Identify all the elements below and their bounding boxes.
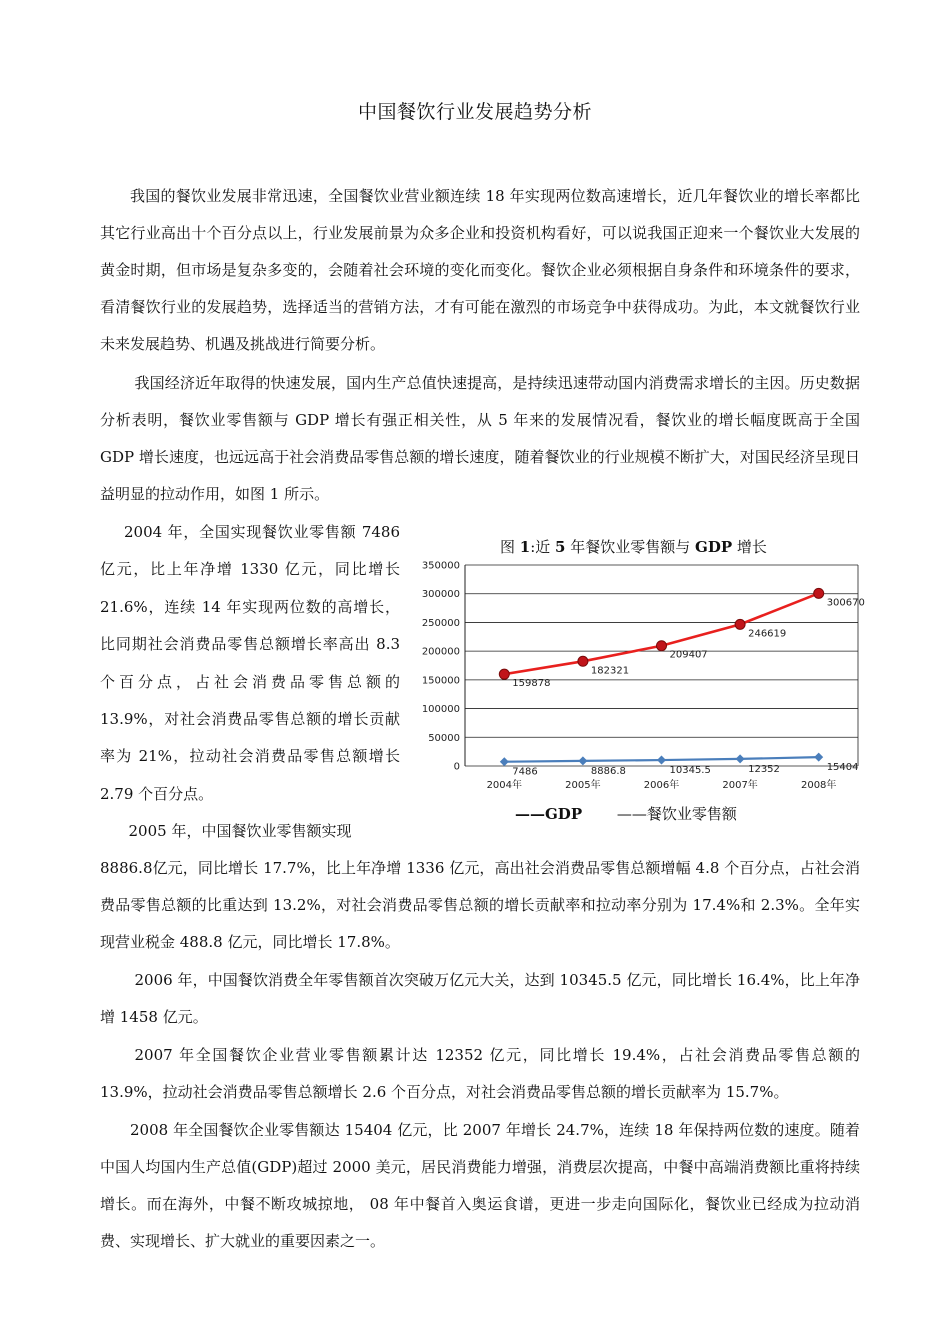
data-point-gdp (499, 669, 509, 679)
legend-gdp: ——GDP (515, 805, 583, 823)
data-point-food-retail (657, 756, 666, 765)
data-label-gdp: 300670 (826, 597, 865, 609)
chart-title (500, 536, 860, 557)
chart-title-part: 5 (555, 538, 566, 556)
x-tick-label: 2005年 (565, 780, 601, 791)
chart-legend (515, 803, 737, 824)
y-tick-label: 0 (453, 761, 460, 773)
y-tick-label: 300000 (421, 589, 460, 601)
data-label-gdp: 159878 (512, 678, 551, 690)
y-tick-label: 350000 (421, 560, 460, 572)
paragraph-2006: 2006 年，中国餐饮消费全年零售额首次突破万亿元大关，达到 10345.5 亿元，同比增长 16.4%，比上年净增 1458 亿元。 (100, 971, 860, 1026)
paragraph-2004: 2004 年，全国实现餐饮业零售额 7486 亿元，比上年净增 1330 亿元，同比增长 21.6%，连续 14 年实现两位数的高增长，比同期社会消费品零售总额增长率高出 8.3 个百分点，占社会消费品零售总额的 13.9%，对社会消费品零售总额的增长贡献率为 21%，拉动社会消费品零售总额增长 2.79 个百分点。 (100, 523, 400, 803)
data-point-gdp (814, 588, 824, 598)
data-label-food-retail: 8886.8 (590, 765, 626, 777)
chart-title-part: 1 (519, 538, 531, 556)
data-label-food-retail: 12352 (748, 763, 780, 775)
paragraph-2008: 2008 年全国餐饮企业零售额达 15404 亿元，比 2007 年增长 24.7%，连续 18 年保持两位数的速度。随着中国人均国内生产总值(GDP)超过 2000 美元，居民消费能力增强，消费层次提高，中餐中高端消费额比重将持续增长。而在海外，中餐不断攻城掠地， 08 年中餐首入奥运食谱，更进一步走向国际化，餐饮业已经成为拉动消费、实现增长、扩大就业的重要因素之一。 (100, 1121, 860, 1250)
paragraph-2005: 8886.8亿元，同比增长 17.7%，比上年净增 1336 亿元，高出社会消费品零售总额增幅 4.8 个百分点，占社会消费品零售总额的比重达到 13.2%，对社会消费品零售总额的增长贡献率和拉动率分别为 17.4%和 2.3%。全年实现营业税金 488.8 亿元，同比增长 17.8%。 (100, 859, 860, 951)
y-tick-label: 100000 (421, 704, 460, 716)
y-tick-label: 200000 (421, 646, 460, 658)
x-tick-label: 2004年 (486, 780, 523, 791)
paragraph-intro: 我国的餐饮业发展非常迅速，全国餐饮业营业额连续 18 年实现两位数高速增长，近几年餐饮业的增长率都比其它行业高出十个百分点以上，行业发展前景为众多企业和投资机构看好，可以说我国正迎来一个餐饮业大发展的黄金时期，但市场是复杂多变的，会随着社会环境的变化而变化。餐饮企业必须根据自身条件和环境条件的要求，看清餐饮行业的发展趋势，选择适当的营销方法，才有可能在激烈的市场竞争中获得成功。为此，本文就餐饮行业未来发展趋势、机遇及挑战进行简要分析。 (100, 187, 860, 353)
left-column (100, 514, 400, 851)
paragraph-2005-lead: 2005 年，中国餐饮业零售额实现 (128, 822, 352, 841)
data-point-gdp (578, 656, 588, 666)
data-point-food-retail (814, 753, 823, 762)
data-point-food-retail (736, 754, 745, 763)
data-label-gdp: 246619 (748, 628, 787, 640)
paragraph-economy: 我国经济近年取得的快速发展，国内生产总值快速提高，是持续迅速带动国内消费需求增长的主因。历史数据分析表明，餐饮业零售额与 GDP 增长有强正相关性，从 5 年来的发展情况看，餐饮业的增长幅度既高于全国 GDP 增长速度，也远远高于社会消费品零售总额的增长速度，随着餐饮业的行业规模不断扩大，对国民经济呈现日益明显的拉动作用，如图 1 所示。 (100, 374, 860, 503)
data-label-gdp: 209407 (669, 649, 708, 661)
paragraph-2007: 2007 年全国餐饮企业营业零售额累计达 12352 亿元，同比增长 19.4%，占社会消费品零售总额的 13.9%，拉动社会消费品零售总额增长 2.6 个百分点，对社会消费品零售总额的增长贡献率为 15.7%。 (100, 1046, 860, 1101)
line-chart (415, 556, 875, 801)
data-point-gdp (657, 641, 667, 651)
x-tick-label: 2007年 (722, 780, 758, 791)
y-tick-label: 250000 (421, 617, 460, 629)
x-tick-label: 2008年 (800, 780, 837, 791)
data-point-gdp (735, 619, 745, 629)
chart-title-part: :近 (530, 538, 556, 556)
data-point-food-retail (500, 757, 509, 766)
page-title: 中国餐饮行业发展趋势分析 (357, 101, 592, 123)
data-label-food-retail: 7486 (512, 766, 538, 778)
data-point-food-retail (578, 756, 587, 765)
x-tick-label: 2006年 (643, 780, 680, 791)
chart-title-part: 增长 (732, 538, 767, 556)
y-tick-label: 50000 (428, 732, 460, 744)
chart-title-part: 年餐饮业零售额与 (565, 538, 696, 556)
chart-title-part: 图 (500, 538, 520, 556)
data-label-food-retail: 10345.5 (669, 765, 711, 777)
data-label-food-retail: 15404 (826, 762, 859, 774)
y-tick-label: 150000 (421, 675, 460, 687)
chart-title-part: GDP (695, 538, 733, 556)
legend-food-retail: ——餐饮业零售额 (616, 805, 737, 823)
data-label-gdp: 182321 (590, 665, 630, 677)
